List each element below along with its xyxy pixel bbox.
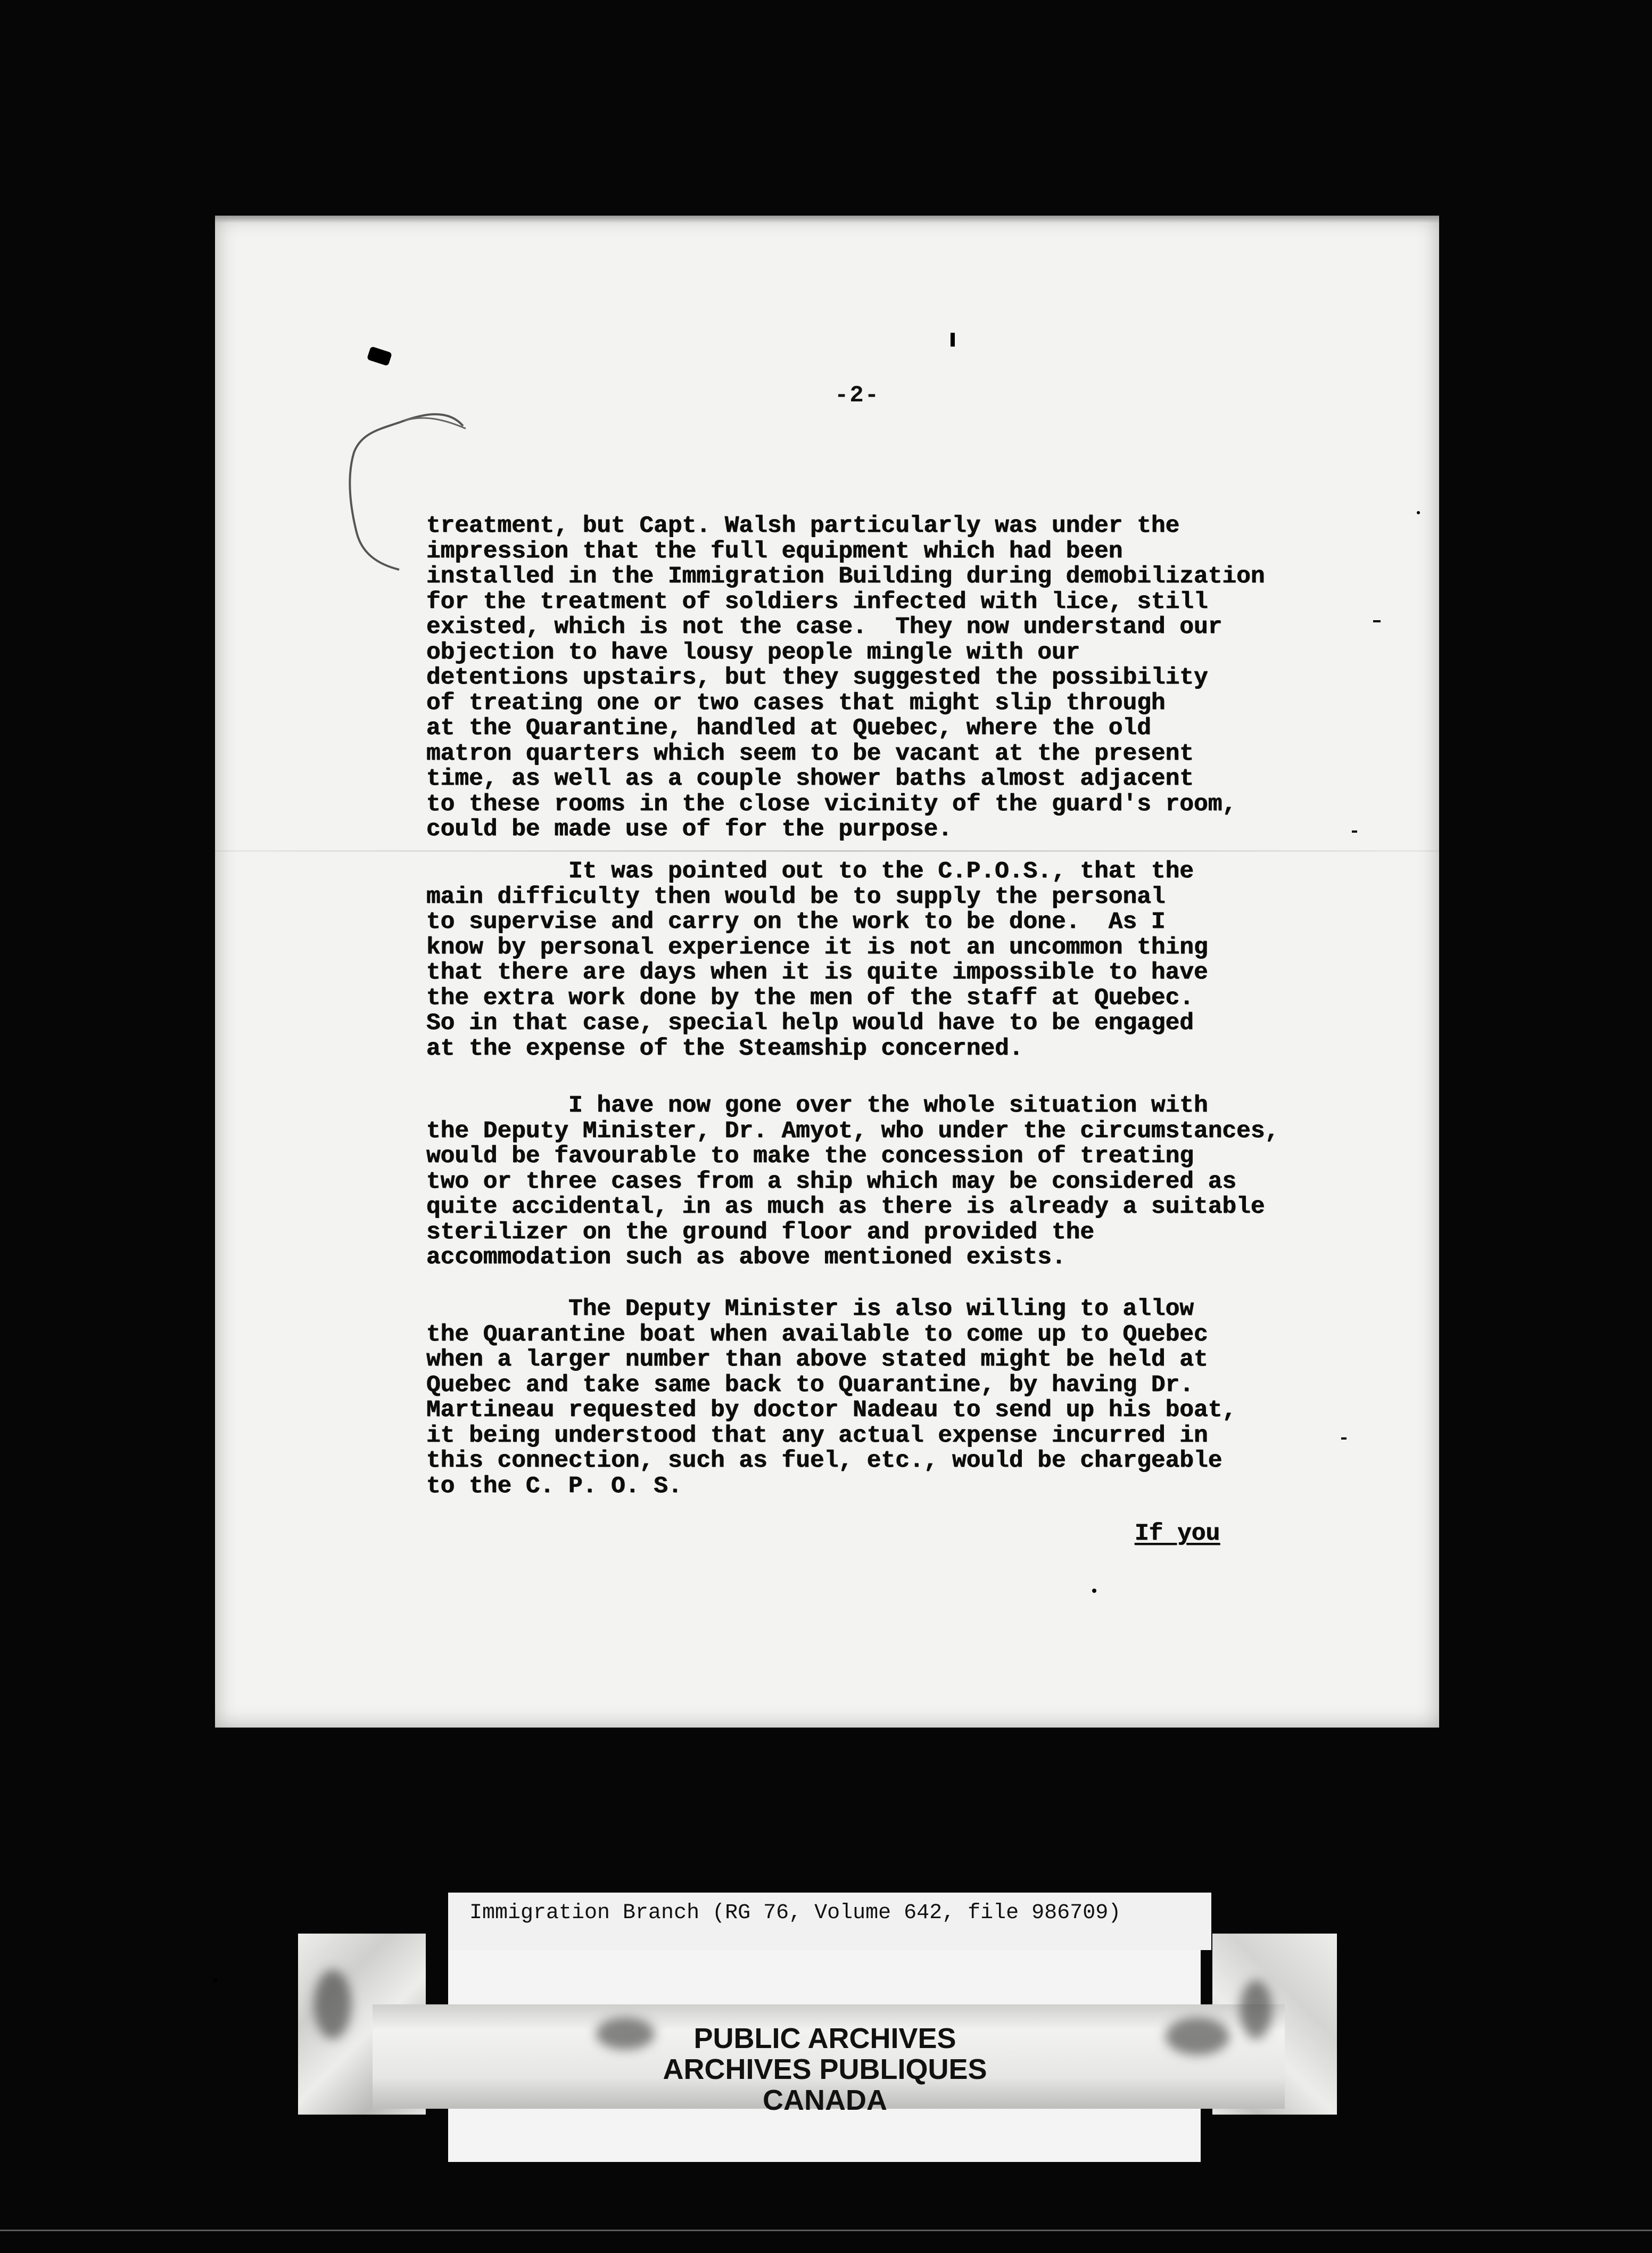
paragraph-3: I have now gone over the whole situation with the Deputy Minister, Dr. Amyot, who under the circumstances, would be favourable to make the concession of treating two or three cases from a ship which may be considered as quite accidental, in as much as there is already a suitable sterilizer on the ground floor and provided the accommodation such as above mentioned exists. <box>426 1092 1279 1271</box>
ink-speck <box>1352 831 1357 833</box>
citation-text: Immigration Branch (RG 76, Volume 642, file 986709) <box>469 1901 1121 1925</box>
paragraph-2: It was pointed out to the C.P.O.S., that the main difficulty then would be to supply the personal to supervise and carry on the work to be done. As I know by personal experience it is not an uncommon thing that there are days when it is quite impossible to have the extra work done by the men of the staff at Quebec. So in that case, special help would have to be engaged at the expense of the Steamship concerned. <box>426 858 1208 1062</box>
paragraph-1: treatment, but Capt. Walsh particularly was under the impression that the full equipment which had been installed in the Immigration Building during demobilization for the treatment of soldiers infected with lice, still existed, which is not the case. They now understand our objection to have lousy people mingle with our detentions upstairs, but they suggested the possibility of treating one or two cases that might slip through at the Quarantine, handled at Quebec, where the old matron quarters which seem to be vacant at the present time, as well as a couple shower baths almost adjacent to these rooms in the close vicinity of the guard's room, could be made use of for the purpose. <box>426 513 1265 843</box>
ink-speck <box>1092 1589 1096 1593</box>
catchword: If you <box>1135 1520 1220 1547</box>
film-speck <box>213 1978 217 1983</box>
tape-smudge <box>314 1970 351 2039</box>
film-edge-line <box>0 2230 1652 2231</box>
archives-stamp <box>585 2023 1064 2116</box>
page-fold-line <box>215 850 1439 852</box>
page-number: -2- <box>835 382 880 409</box>
paragraph-4: The Deputy Minister is also willing to allow the Quarantine boat when available to come up to Quebec when a larger number than above stated might be held at Quebec and take same back to Quarantine, by having Dr. Martineau requested by doctor Nadeau to send up his boat, it being understood that any actual expense incurred in this connection, such as fuel, etc., would be chargeable to the C. P. O. S. <box>426 1296 1237 1500</box>
stamp-line-3: CANADA <box>763 2084 887 2116</box>
ink-speck <box>1373 620 1381 622</box>
ink-speck <box>951 333 955 347</box>
citation-label <box>448 1893 1211 1950</box>
page-top-edge <box>215 216 1439 223</box>
tape-smudge <box>1166 2018 1229 2055</box>
stamp-line-2: ARCHIVES PUBLIQUES <box>663 2053 987 2085</box>
ink-speck <box>1417 511 1420 514</box>
stamp-line-1: PUBLIC ARCHIVES <box>693 2022 956 2054</box>
tape-smudge <box>1240 1980 1272 2039</box>
ink-speck <box>1341 1437 1347 1440</box>
